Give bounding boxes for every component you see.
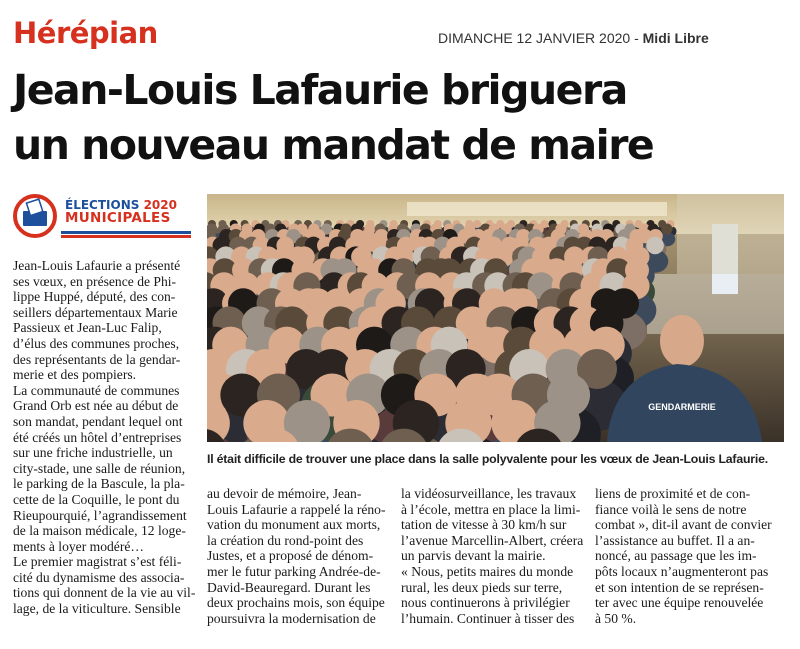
article-line: été créés un hôtel d’entreprises	[13, 429, 182, 445]
article-column-3	[401, 486, 587, 626]
article-line: city-stade, une salle de réunion,	[13, 460, 186, 476]
article-line: rural, les deux pieds sur terre,	[401, 579, 563, 595]
article-line: Justes, et a proposé de dénom-	[207, 548, 374, 564]
article-line: son mandat, pendant lequel ont	[13, 413, 183, 429]
article-line: au devoir de mémoire, Jean-	[207, 486, 362, 501]
article-column-4	[595, 486, 783, 626]
headline	[13, 63, 793, 173]
article-line: Passieux et Jean-Luc Falip,	[13, 320, 162, 336]
article-line: vation du monument aux morts,	[207, 517, 381, 533]
article-line: nous continuerons à privilégier	[401, 595, 570, 611]
photo-caption: Il était difficile de trouver une place dans la salle polyvalente pour les vœux de Jean-Louis Lafaurie.	[207, 452, 768, 466]
article-line: le parking de la Bascule, la pla-	[13, 476, 185, 492]
article-line: deux prochains mois, son équipe	[207, 595, 385, 611]
article-line: l’assistance au buffet. Il a an-	[595, 532, 755, 548]
article-line: Rieupourquié, l’agrandissement	[13, 507, 187, 523]
publication-name: Midi Libre	[642, 30, 709, 46]
article-line: et son intention de se représen-	[595, 579, 764, 595]
article-line: pôts locaux n’augmenteront pas	[595, 563, 769, 579]
article-line: des représentants de la gendar-	[13, 351, 181, 367]
dateline-separator: -	[630, 30, 643, 46]
dateline	[438, 30, 709, 46]
article-line: poursuivra la modernisation de	[207, 610, 376, 626]
logo-bottom: MUNICIPALES	[65, 210, 171, 226]
vest-text: GENDARMERIE	[648, 402, 716, 412]
article-line: d’élus des communes proches,	[13, 335, 180, 351]
article-line: combat », dit-il avant de convier	[595, 517, 772, 533]
article-line: Jean-Louis Lafaurie a présenté	[13, 258, 181, 273]
article-line: merie et des pompiers.	[13, 367, 137, 383]
logo-top: ÉLECTIONS	[65, 198, 140, 212]
article-line: David-Beauregard. Durant les	[207, 579, 371, 595]
article-line: seillers départementaux Marie	[13, 304, 178, 320]
publication-date: DIMANCHE 12 JANVIER 2020	[438, 30, 631, 46]
article-line: fiance voilà le sens de notre	[595, 501, 747, 517]
article-line: un parvis devant la mairie.	[401, 548, 546, 564]
article-line: à 50 %.	[595, 610, 637, 626]
article-line: cette de la Coquille, le pont du	[13, 491, 180, 507]
audience-photo	[207, 194, 784, 442]
elections-logo	[13, 193, 195, 243]
article-line: l’humain. Continuer à tisser des	[401, 610, 575, 626]
article-line: cité du dynamisme des associa-	[13, 569, 185, 585]
article-line: mer le futur parking Andrée-de-	[207, 563, 381, 579]
article-line: la vidéosurveillance, les travaux	[401, 486, 577, 501]
headline-line-2: un nouveau mandat de maire	[13, 121, 654, 169]
logo-text	[65, 199, 177, 225]
headline-line-1: Jean-Louis Lafaurie briguera	[13, 66, 627, 114]
article-line: ter avec une équipe renouvelée	[595, 595, 764, 611]
article-line: l’avenue Marcellin-Albert, créera	[401, 532, 584, 548]
logo-year: 2020	[143, 198, 177, 212]
section-title: Hérépian	[13, 16, 158, 50]
article-line: lippe Huppé, député, des con-	[13, 289, 176, 305]
article-line: La communauté de communes	[13, 382, 180, 398]
article-line: Grand Orb est née au début de	[13, 398, 179, 414]
article-line: sur une friche industrielle, un	[13, 445, 173, 461]
article-line: ments à loyer modéré…	[13, 538, 144, 554]
article-line: à l’école, mettra en place la limi-	[401, 501, 581, 517]
article-line: tions qui donnent de la vie au vil-	[13, 585, 196, 601]
article-line: lage, de la viticulture. Sensible	[13, 601, 181, 617]
article-line: Le premier magistrat s’est féli-	[13, 554, 182, 570]
article-column-1	[13, 258, 198, 617]
article-line: de la maison médicale, 12 loge-	[13, 523, 186, 539]
article-column-2	[207, 486, 387, 626]
article-line: liens de proximité et de con-	[595, 486, 751, 501]
article-line: Louis Lafaurie a rappelé la réno-	[207, 501, 386, 517]
article-line: tation de vitesse à 30 km/h sur	[401, 517, 567, 533]
article-line: ses vœux, en présence de Phi-	[13, 273, 177, 289]
article-line: la création du rond-point des	[207, 532, 364, 548]
article-line: noncé, au passage que les im-	[595, 548, 757, 564]
article-line: « Nous, petits maires du monde	[401, 563, 574, 579]
article-photo	[207, 194, 784, 442]
